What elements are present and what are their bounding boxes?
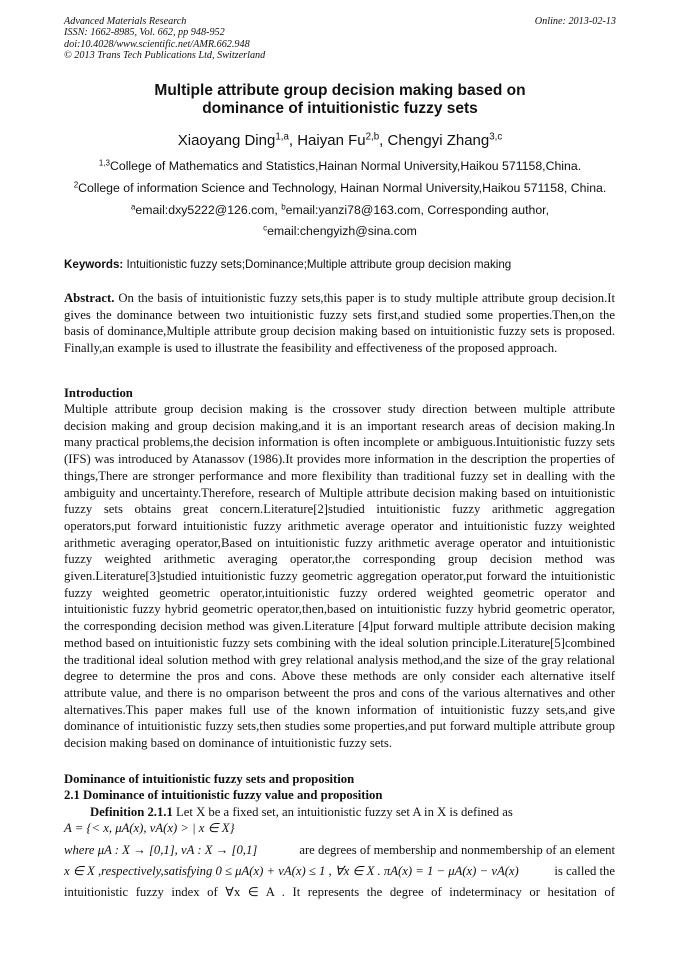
online-date: Online: 2013-02-13 [534,16,616,27]
definition-intro: Let X be a fixed set, an intuitionistic fuzzy set A in X is defined as [172,805,513,819]
definition-condition-line [64,864,615,879]
abstract-label: Abstract. [64,291,115,305]
affiliation-2-marker: 2 [73,180,79,190]
author-2: Haiyan Fu [297,132,366,149]
doi: doi:10.4028/www.scientific.net/AMR.662.948 [64,38,250,50]
email-a-marker: a [130,202,136,212]
section-2-heading: Dominance of intuitionistic fuzzy sets and proposition [64,772,355,786]
email-c: email:chengyizh@sina.com [267,224,417,238]
affiliation-1-marker: 1,3 [98,158,110,168]
author-3-affil: 3,c [489,131,503,143]
paper-title [64,82,616,118]
email-b: email:yanzi78@163.com, Corresponding author, [285,203,550,217]
email-line-1 [64,203,616,217]
author-1: Xiaoyang Ding [177,132,276,149]
journal-name: Advanced Materials Research [64,16,187,27]
author-list [64,132,616,150]
definition-2-1-1 [64,804,615,821]
keywords [64,258,616,272]
author-2-affil: 2,b [365,131,380,143]
hesitation-index-label: is called the [554,864,615,878]
email-a: email:dxy5222@126.com, [135,203,282,217]
keywords-label: Keywords: [64,258,124,271]
set-formula: A = {< x, μA(x), νA(x) > | x ∈ X} [64,821,235,835]
author-3: Chengyi Zhang [387,132,490,149]
title-line-1: Multiple attribute group decision making based on [154,82,526,99]
issn: ISSN: 1662-8985, Vol. 662, pp 948-952 [64,27,225,39]
definition-label: Definition 2.1.1 [90,805,173,819]
copyright: © 2013 Trans Tech Publications Ltd, Switzerland [64,49,266,61]
email-b-marker: b [281,202,286,212]
introduction-heading: Introduction [64,386,133,400]
author-1-affil: 1,a [275,131,289,143]
email-c-marker: c [263,223,268,233]
condition-formula: x ∈ X ,respectively,satisfying 0 ≤ μA(x) + νA(x) ≤ 1 , ∀x ∈ X . πA(x) = 1 − μA(x) − νA(x) [64,864,519,878]
abstract [64,290,615,356]
introduction-text: Multiple attribute group decision making is the crossover study direction between multiple attribute decision making and group decision making,and it is an important research areas of decision making.In many practical problems,the decision information is often incomplete or ambiguous.Intuitionistic fuzzy sets (IFS) was introduced by Atanassov (1986).It provides more information in the description the properties of things,There are stronger performance and more flexibility than traditional fuzzy set in dealling with the ambiguity and uncertainty.Therefore, research of Multiple attribute decision making based on intuitionistic fuzzy sets obtains great concern.Literature[2]studied intuitionistic fuzzy arithmetic aggregation operators,put forward intuitionistic fuzzy arithmetic average operator and intuitionistic fuzzy weighted arithmetic averaging operator,Based on intuitionistic fuzzy arithmetic average operator and intuitionistic fuzzy weighted arithmetic averaging operator,the corresponding group decision method was given.Literature[3]studied intuitionistic fuzzy geometric aggregation operator,put forward the intuitionistic fuzzy weighted geometric operator,intuitionistic fuzzy ordered weighted geometric operator and intuitionistic fuzzy hybrid geometric operator,then,based on intuitionistic fuzzy hybrid geometric operator, the corresponding decision method was given.Literature [4]put forward multiple attribute decision making method based on intuitionistic fuzzy sets combining with the ideal solution principle.Literature[5]combined the traditional ideal solution method with grey relational analysis method,and the size of the gray relational degree to determine the pros and cons. Above these methods are only consider each alternative itself attribute value, and there is no omparison betweent the pros and cons of the various alternatives and other alternatives.This paper makes full use of the known information of intuitionistic fuzzy sets,and give dominance of intuitionistic fuzzy sets,then studies some properties,and put forward multiple attribute group decision making based on dominance of intuitionistic fuzzy sets. [64,402,615,751]
author-separator: , [288,132,298,149]
definition-index-line: intuitionistic fuzzy index of ∀x ∈ A . It represents the degree of indeterminacy or hesitation of [64,885,615,899]
section-2-1-heading: 2.1 Dominance of intuitionistic fuzzy value and proposition [64,788,383,802]
title-line-2: dominance of intuitionistic fuzzy sets [202,100,478,117]
affiliation-1 [64,159,616,173]
affiliation-2-text: College of information Science and Technology, Hainan Normal University,Haikou 571158, China. [78,181,607,195]
journal-header [64,16,616,61]
membership-formula: where μA : X → [0,1], νA : X → [0,1] [64,843,258,857]
keywords-text: Intuitionistic fuzzy sets;Dominance;Multiple attribute group decision making [123,258,512,271]
email-line-2 [64,224,616,238]
author-separator: , [379,132,388,149]
abstract-text: On the basis of intuitionistic fuzzy sets,this paper is to study multiple attribute group decision.It gives the dominance between two intuitionistic fuzzy sets first,and studied some properties.Then,on the basis of dominance,Multiple attribute group decision making based on intuitionistic fuzzy sets is proposed. Finally,an example is used to illustrate the feasibility and effectiveness of the proposed approach. [64,291,615,355]
definition-where-line [64,843,615,858]
affiliation-2 [64,181,616,195]
affiliation-1-text: College of Mathematics and Statistics,Hainan Normal University,Haikou 571158,China. [109,159,582,173]
membership-description: are degrees of membership and nonmembership of an element [299,843,615,857]
